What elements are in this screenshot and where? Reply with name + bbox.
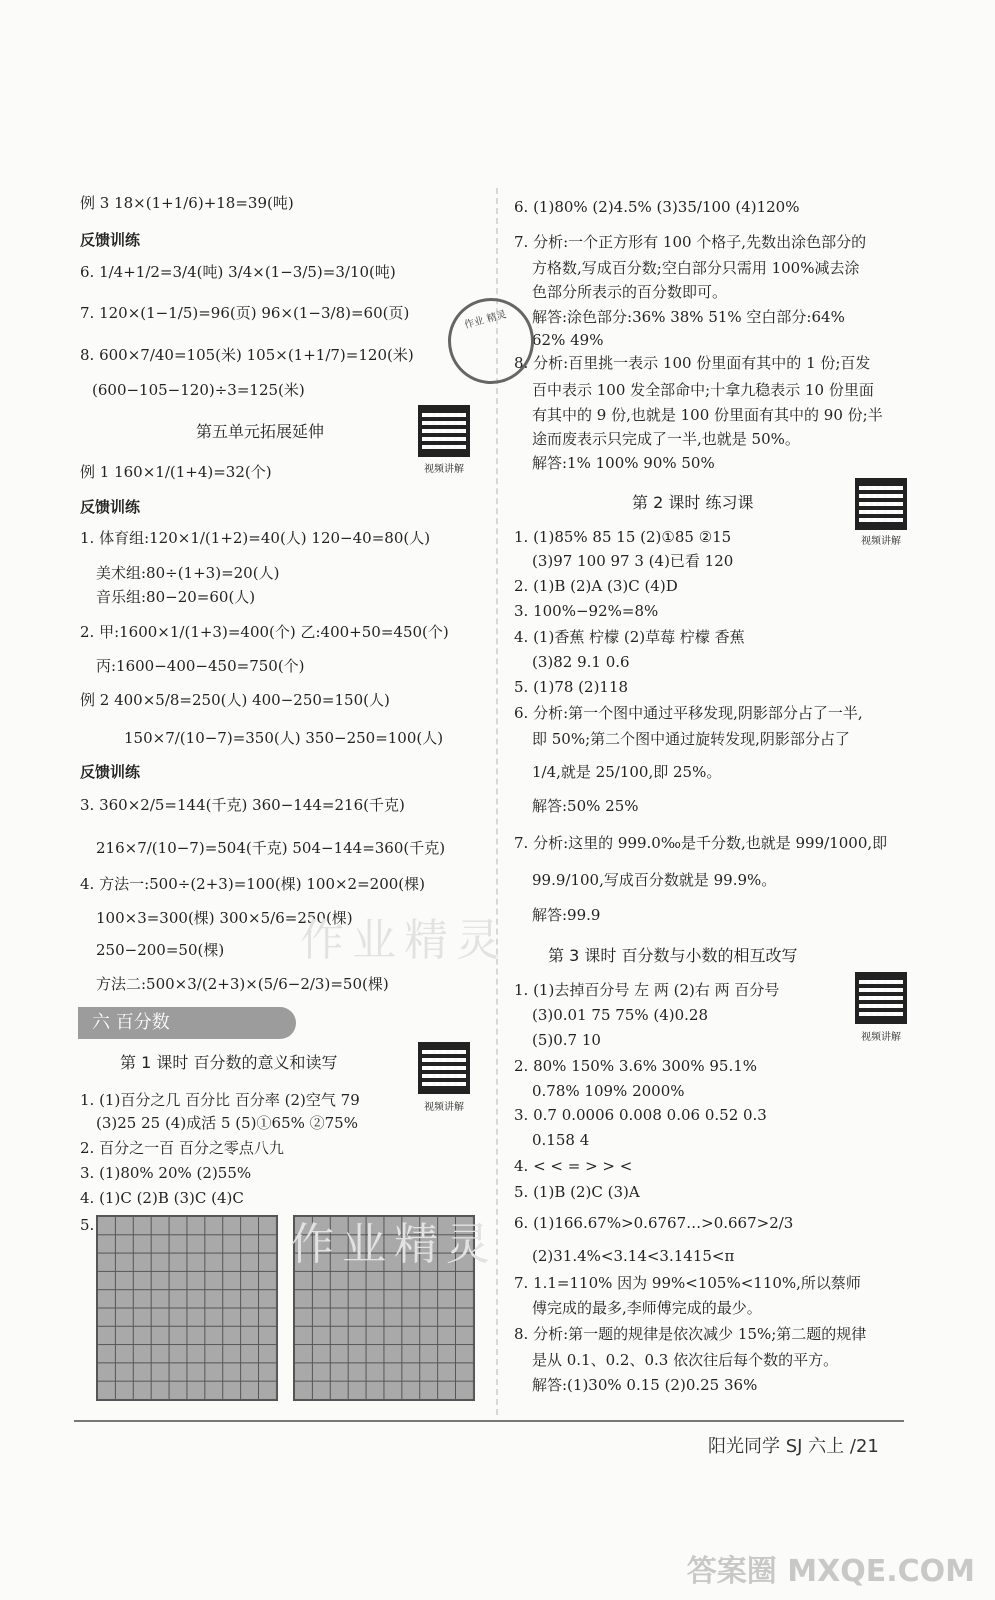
answer-4c: 250−200=50(棵) [96,941,225,959]
answer-4d: 方法二:500×3/(2+3)×(5/6−2/3)=50(棵) [96,975,389,993]
answer-4a: 4. 方法一:500÷(2+3)=100(棵) 100×2=200(棵) [80,875,426,893]
answer-3a: 3. 360×2/5=144(千克) 360−144=216(千克) [80,796,405,814]
seal-stamp: 作业 精灵 [438,288,543,393]
t-answer-8c: 解答:(1)30% 0.15 (2)0.25 36% [532,1376,758,1394]
s-answer-6c: 1/4,就是 25/100,即 25%。 [532,763,722,781]
s-answer-6d: 解答:50% 25% [532,797,639,815]
t-answer-2b: 0.78% 109% 2000% [532,1082,685,1100]
unit5-title: 第五单元拓展延伸 [196,422,325,441]
s-answer-7a: 7. 分析:这里的 999.0‰是千分数,也就是 999/1000,即 [514,834,888,852]
p-answer-2: 2. 百分之一百 百分之零点八九 [80,1139,284,1157]
qr-code[interactable] [855,972,907,1024]
qr-code[interactable] [418,405,470,457]
t-answer-2a: 2. 80% 150% 3.6% 300% 95.1% [514,1057,758,1075]
answer-1c: 音乐组:80−20=60(人) [96,588,256,606]
t-answer-6a: 6. (1)166.67%>0.6767…>0.667>2/3 [514,1214,794,1232]
feedback-heading: 反馈训练 [80,763,141,781]
r-answer-7b: 方格数,写成百分数;空白部分只需用 100%减去涂 [532,259,860,277]
t-answer-8a: 8. 分析:第一题的规律是依次减少 15%;第二题的规律 [514,1325,867,1343]
p-answer-1b: (3)25 25 (4)成活 5 (5)①65% ②75% [96,1114,358,1132]
r-answer-8b: 百中表示 100 发全部命中;十拿九稳表示 10 份里面 [532,381,874,399]
p-answer-5: 5. [80,1216,95,1234]
t-answer-3b: 0.158 4 [532,1131,590,1149]
t-answer-1a: 1. (1)去掉百分号 左 两 (2)右 两 百分号 [514,981,780,999]
p-answer-3: 3. (1)80% 20% (2)55% [80,1164,252,1182]
t-answer-5: 5. (1)B (2)C (3)A [514,1183,640,1201]
answer-2a: 2. 甲:1600×1/(1+3)=400(个) 乙:400+50=450(个) [80,623,449,641]
qr-caption: 视频讲解 [861,536,901,547]
p-answer-1a: 1. (1)百分之几 百分比 百分率 (2)空气 79 [80,1091,360,1109]
site-watermark: 答案圈 MXQE.COM [686,1554,975,1589]
hundred-grid-1 [96,1215,278,1401]
example-3: 例 3 18×(1+1/6)+18=39(吨) [80,194,294,212]
answer-7: 7. 120×(1−1/5)=96(页) 96×(1−3/8)=60(页) [80,304,410,322]
feedback-heading: 反馈训练 [80,231,141,249]
answer-8b: (600−105−120)÷3=125(米) [92,381,305,399]
t-answer-1c: (5)0.7 10 [532,1031,601,1049]
answer-6: 6. 1/4+1/2=3/4(吨) 3/4×(1−3/5)=3/10(吨) [80,263,396,281]
t-answer-6b: (2)31.4%<3.14<3.1415<π [532,1247,735,1265]
t-answer-8b: 是从 0.1、0.2、0.3 依次往后每个数的平方。 [532,1351,839,1369]
s-answer-2: 2. (1)B (2)A (3)C (4)D [514,577,678,595]
answer-1b: 美术组:80÷(1+3)=20(人) [96,564,280,582]
qr-caption: 视频讲解 [424,1102,464,1113]
qr-code[interactable] [855,478,907,530]
page-footer: 阳光同学 SJ 六上 /21 [708,1436,879,1457]
s-answer-1b: (3)97 100 97 3 (4)已看 120 [532,552,734,570]
unit6-banner: 六 百分数 [78,1007,296,1039]
r-answer-8c: 有其中的 9 份,也就是 100 份里面有其中的 90 份;半 [532,406,883,424]
s-answer-6b: 即 50%;第二个图中通过旋转发现,阴影部分占了 [532,730,850,748]
answer-3b: 216×7/(10−7)=504(千克) 504−144=360(千克) [96,839,446,857]
answer-2b: 丙:1600−400−450=750(个) [96,657,305,675]
r-answer-7e: 62% 49% [532,331,604,349]
watermark: 作业精灵 [290,1219,498,1270]
watermark: 作业精灵 [300,915,508,966]
s-answer-3: 3. 100%−92%=8% [514,602,659,620]
r-answer-6: 6. (1)80% (2)4.5% (3)35/100 (4)120% [514,198,800,216]
t-answer-7b: 傅完成的最多,李师傅完成的最少。 [532,1299,762,1317]
qr-caption: 视频讲解 [424,464,464,475]
t-answer-3a: 3. 0.7 0.0006 0.008 0.06 0.52 0.3 [514,1106,767,1124]
lesson3-title: 第 3 课时 百分数与小数的相互改写 [548,946,798,965]
p-answer-4: 4. (1)C (2)B (3)C (4)C [80,1189,244,1207]
qr-caption: 视频讲解 [861,1032,901,1043]
lesson1-title: 第 1 课时 百分数的意义和读写 [120,1053,338,1072]
t-answer-4: 4. < < = > > < [514,1157,633,1175]
r-answer-8a: 8. 分析:百里挑一表示 100 份里面有其中的 1 份;百发 [514,354,871,372]
example-2b: 150×7/(10−7)=350(人) 350−250=100(人) [124,729,444,747]
feedback-heading: 反馈训练 [80,498,141,516]
s-answer-7c: 解答:99.9 [532,906,601,924]
s-answer-5: 5. (1)78 (2)118 [514,678,629,696]
s-answer-4b: (3)82 9.1 0.6 [532,653,630,671]
lesson2-title: 第 2 课时 练习课 [632,493,754,512]
answer-4b: 100×3=300(棵) 300×5/6=250(棵) [96,909,353,927]
t-answer-1b: (3)0.01 75 75% (4)0.28 [532,1006,709,1024]
s-answer-1a: 1. (1)85% 85 15 (2)①85 ②15 [514,528,732,546]
answer-1a: 1. 体育组:120×1/(1+2)=40(人) 120−40=80(人) [80,529,431,547]
r-answer-8d: 途而废表示只完成了一半,也就是 50%。 [532,430,800,448]
r-answer-8e: 解答:1% 100% 90% 50% [532,454,715,472]
footer-rule [74,1420,904,1422]
r-answer-7a: 7. 分析:一个正方形有 100 个格子,先数出涂色部分的 [514,233,867,251]
s-answer-4a: 4. (1)香蕉 柠檬 (2)草莓 柠檬 香蕉 [514,628,745,646]
example-2a: 例 2 400×5/8=250(人) 400−250=150(人) [80,691,390,709]
answer-8a: 8. 600×7/40=105(米) 105×(1+1/7)=120(米) [80,346,414,364]
example-1: 例 1 160×1/(1+4)=32(个) [80,463,272,481]
r-answer-7d: 解答:涂色部分:36% 38% 51% 空白部分:64% [532,308,845,326]
s-answer-7b: 99.9/100,写成百分数就是 99.9%。 [532,871,777,889]
r-answer-7c: 色部分所表示的百分数即可。 [532,283,728,301]
s-answer-6a: 6. 分析:第一个图中通过平移发现,阴影部分占了一半, [514,704,863,722]
t-answer-7a: 7. 1.1=110% 因为 99%<105%<110%,所以蔡师 [514,1274,861,1292]
qr-code[interactable] [418,1042,470,1094]
